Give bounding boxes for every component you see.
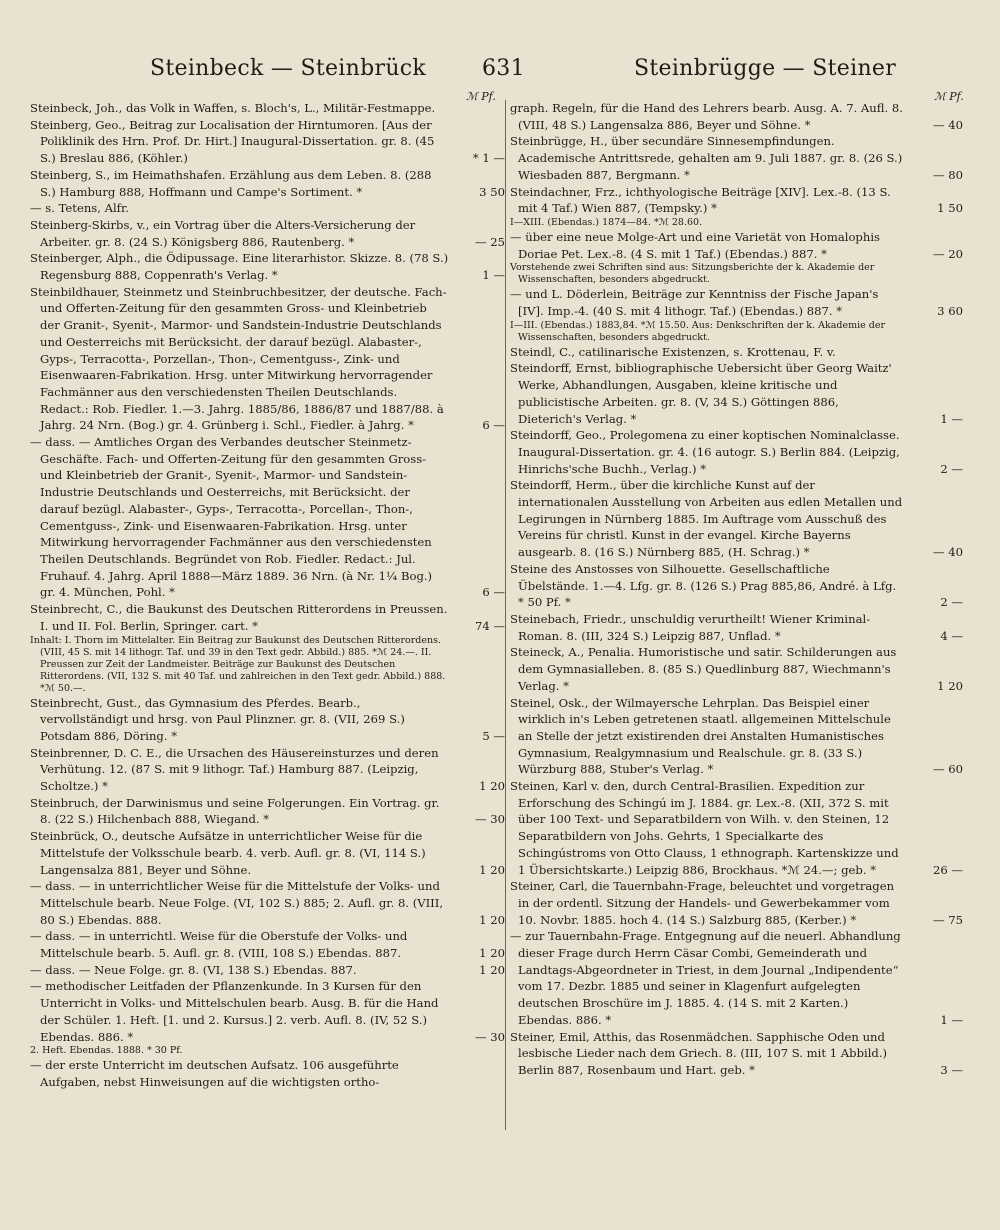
entry-price: 74 — <box>474 618 505 633</box>
entry-text: — und L. Döderlein, Beiträge zur Kenntniss der Fische Japan's [IV]. Imp.-4. (40 S. mit 4 lithogr. Taf.) (Ebendas.) 887. * <box>510 287 879 319</box>
entry-text: Steinen, Karl v. den, durch Central-Brasilien. Expedition zur Erforschung des Schingú im J. 1884. gr. Lex.-8. (XII, 372 S. mit über 100 Text- und Separatbildern von Wilh. v. den Steinen, 12 Separatbildern von Johs. Gehrts, 1 Specialkarte des Schingústroms von Otto Clauss, 1 ethnograph. Kartenskizze und 1 Übersichtskarte.) Leipzig 886, Brockhaus. *ℳ 24.—; geb. * <box>510 779 899 877</box>
entry-text: — s. Tetens, Alfr. <box>30 201 129 216</box>
catalogue-entry <box>510 360 965 427</box>
entry-text: Steinbrecht, Gust., das Gymnasium des Pferdes. Bearb., vervollständigt und hrsg. von Paul Plinzner. gr. 8. (VII, 269 S.) Potsdam 886, Döring. * <box>30 695 405 743</box>
catalogue-entry <box>30 284 507 434</box>
catalogue-entry <box>510 184 965 217</box>
entry-price: 26 — <box>932 862 963 877</box>
catalogue-entry <box>510 928 965 1028</box>
running-head-left: Steinbeck — Steinbrück <box>150 56 427 81</box>
catalogue-entry <box>30 878 507 928</box>
entry-text: I—III. (Ebendas.) 1883,84. *ℳ 15.50. Aus: Denkschriften der k. Akademie der Wissenschaften, besonders abgedruckt. <box>510 319 886 343</box>
note-entry <box>510 320 965 344</box>
catalogue-entry <box>510 344 965 361</box>
entry-text: — der erste Unterricht im deutschen Aufsatz. 106 ausgeführte Aufgaben, nebst Hinweisungen auf die wichtigsten ortho- <box>30 1058 399 1089</box>
page-number: 631 <box>482 56 525 81</box>
entry-price: — 60 <box>932 762 963 777</box>
catalogue-entry <box>30 962 507 979</box>
entry-text: Steindorff, Herm., über die kirchliche Kunst auf der internationalen Ausstellung von Arbeiten aus edlen Metallen und Legirungen in Nürnberg 1885. Im Auftrage vom Ausschuß des Vereins für christl. Kunst in der evangel. Kirche Bayerns ausgearb. 8. (16 S.) Nürnberg 885, (H. Schrag.) * <box>510 478 903 560</box>
catalogue-entry <box>30 745 507 795</box>
entry-text: Steiner, Carl, die Tauernbahn-Frage, beleuchtet und vorgetragen in der ordentl. Sitzung der Handels- und Gewerbekammer vom 10. Novbr. 1885. hoch 4. (14 S.) Salzburg 885, (Kerber.) * <box>510 879 895 927</box>
catalogue-entry <box>510 229 965 262</box>
catalogue-entry <box>510 427 965 477</box>
entry-text: Steinberg, Geo., Beitrag zur Localisation der Hirntumoren. [Aus der Poliklinik des Hrn. Prof. Dr. Hirt.] Inaugural-Dissertation. gr. 8. (45 S.) Breslau 886, (Köhler.) <box>30 117 435 166</box>
entry-text: Steindorff, Ernst, bibliographische Uebersicht über Georg Waitz' Werke, Abhandlungen, Ausgaben, kleine kritische und publicistische Arbeiten. gr. 8. (V, 34 S.) Göttingen 886, Dieterich's Verlag. * <box>510 361 892 426</box>
entry-text: — methodischer Leitfaden der Pflanzenkunde. In 3 Kursen für den Unterricht in Volks- und Mittelschulen bearb. Ausg. B. für die Hand der Schüler. 1. Heft. [1. und 2. Kursus.] 2. verb. Aufl. 8. (IV, 52 S.) Ebendas. 886. * <box>30 979 439 1044</box>
entry-text: — dass. — in unterrichtlicher Weise für die Mittelstufe der Volks- und Mittelschule bearb. Neue Folge. (VI, 102 S.) 885; 2. Aufl. gr. 8. (VIII, 80 S.) Ebendas. 888. <box>30 879 444 927</box>
catalogue-entry <box>30 928 507 961</box>
catalogue-entry <box>30 434 507 601</box>
entry-price: 1 20 <box>479 862 505 877</box>
catalogue-entry <box>30 117 507 167</box>
entry-text: Steinberg-Skirbs, v., ein Vortrag über die Alters-Versicherung der Arbeiter. gr. 8. (24 S.) Königsberg 886, Rautenberg. * <box>30 217 416 249</box>
entry-text: Steineck, A., Penalia. Humoristische und satir. Schilderungen aus dem Gymnasialleben. 8. (85 S.) Quedlinburg 887, Wiechmann's Verlag. * <box>510 645 897 693</box>
catalogue-entry <box>30 795 507 828</box>
entry-price: 3 — <box>940 1062 963 1077</box>
entry-text: Steinbruch, der Darwinismus und seine Folgerungen. Ein Vortrag. gr. 8. (22 S.) Hilchenbach 888, Wiegand. * <box>30 795 440 827</box>
catalogue-entry <box>30 695 507 745</box>
left-column <box>30 100 507 1091</box>
entry-price: 3 60 <box>937 304 963 319</box>
entry-price: 1 20 <box>937 678 963 693</box>
entry-price: — 20 <box>932 246 963 261</box>
entry-text: Steinbeck, Joh., das Volk in Waffen, s. Bloch's, L., Militär-Festmappe. <box>30 101 436 115</box>
entry-price: — 75 <box>932 912 963 927</box>
entry-text: Steinbrück, O., deutsche Aufsätze in unterrichtlicher Weise für die Mittelstufe der Volksschule bearb. 4. verb. Aufl. gr. 8. (VI, 114 S.) Langensalza 881, Beyer und Söhne. <box>30 829 426 877</box>
entry-text: Steinberg, S., im Heimathshafen. Erzählung aus dem Leben. 8. (288 S.) Hamburg 888, Hoffmann und Campe's Sortiment. * <box>30 167 432 199</box>
entry-text: Steinebach, Friedr., unschuldig verurtheilt! Wiener Kriminal-Roman. 8. (III, 324 S.) Leipzig 887, Unflad. * <box>510 611 871 643</box>
catalogue-entry <box>510 695 965 779</box>
note-entry <box>510 217 965 229</box>
catalogue-entry <box>510 286 965 319</box>
entry-text: Steinel, Osk., der Wilmayersche Lehrplan. Das Beispiel einer wirklich in's Leben getretenen staatl. allgemeinen Mittelschule an Stelle der jetzt existirenden drei Anstalten Humanistisches Gymnasium, Realgymnasium und Realschule. gr. 8. (33 S.) Würzburg 888, Stuber's Verlag. * <box>510 695 891 777</box>
catalogue-entry <box>30 1057 507 1090</box>
entry-text: Vorstehende zwei Schriften sind aus: Sitzungsberichte der k. Akademie der Wissenschaften, besonders abgedruckt. <box>510 262 875 286</box>
catalogue-entry <box>30 100 507 117</box>
entry-price: * 1 — <box>472 151 505 166</box>
catalogue-entry <box>30 250 507 283</box>
catalogue-entry <box>30 828 507 878</box>
catalogue-entry <box>510 100 965 133</box>
catalogue-entry <box>510 878 965 928</box>
currency-header-right: ℳ Pf. <box>934 90 964 103</box>
entry-price: — 40 <box>932 545 963 560</box>
right-column <box>510 100 965 1079</box>
entry-price: 1 20 <box>479 779 505 794</box>
entry-text: Steindl, C., catilinarische Existenzen, s. Krottenau, F. v. <box>510 344 836 359</box>
entry-price: 6 — <box>482 585 505 600</box>
entry-text: 2. Heft. Ebendas. 1888. * 30 Pf. <box>30 1045 183 1057</box>
entry-price: — 30 <box>474 812 505 827</box>
entry-price: 3 50 <box>479 184 505 199</box>
catalogue-entry <box>30 167 507 200</box>
entry-price: 1 — <box>940 411 963 426</box>
entry-text: I—XIII. (Ebendas.) 1874—84. *ℳ 28.60. <box>510 216 703 228</box>
entry-price: — 30 <box>474 1029 505 1044</box>
entry-text: Steindachner, Frz., ichthyologische Beiträge [XIV]. Lex.-8. (13 S. mit 4 Taf.) Wien 887, (Tempsky.) * <box>510 184 891 216</box>
catalogue-entry <box>510 611 965 644</box>
note-entry <box>510 262 965 286</box>
running-head-right: Steinbrügge — Steiner <box>634 56 897 81</box>
entry-text: — dass. — Amtliches Organ des Verbandes deutscher Steinmetz-Geschäfte. Fach- und Offerten-Zeitung für den gesammten Gross- und Kleinbetrieb der Granit-, Syenit-, Marmor- und Sandstein-Industrie Deutschlands und Oesterreichs, mit Berücksicht. der darauf bezügl. Alabaster-, Gyps-, Terracotta-, Porcellan-, Thon-, Cementguss-, Zink- und Eisenwaaren-Fabrikation. Hrsg. unter Mitwirkung hervorragender Fachmänner aus den verschiedensten Theilen Deutschlands. Begründet von Rob. Fiedler. Redact.: Jul. Fruhauf. 4. Jahrg. April 1888—März 1889. 36 Nrn. (à Nr. 1¼ Bog.) gr. 4. München, Pohl. * <box>30 435 433 600</box>
catalogue-entry <box>510 477 965 561</box>
entry-price: 4 — <box>940 628 963 643</box>
entry-text: Steinbrenner, D. C. E., die Ursachen des Häusereinsturzes und deren Verhütung. 12. (87 S. mit 9 lithogr. Taf.) Hamburg 887. (Leipzig, Scholtze.) * <box>30 745 439 794</box>
entry-price: 2 — <box>940 461 963 476</box>
entry-text: Steiner, Emil, Atthis, das Rosenmädchen. Sapphische Oden und lesbische Lieder nach dem Griech. 8. (III, 107 S. mit 1 Abbild.) Berlin 887, Rosenbaum und Hart. geb. * <box>510 1029 888 1077</box>
catalogue-entry <box>30 601 507 634</box>
catalogue-entry <box>510 561 965 611</box>
entry-price: 1 50 <box>937 201 963 216</box>
entry-price: — 40 <box>932 117 963 132</box>
catalogue-entry <box>510 644 965 694</box>
entry-text: — dass. — Neue Folge. gr. 8. (VI, 138 S.) Ebendas. 887. <box>30 962 357 977</box>
entry-text: Steine des Anstosses von Silhouette. Gesellschaftliche Übelstände. 1.—4. Lfg. gr. 8. (126 S.) Prag 885,86, André. à Lfg. * 50 Pf. * <box>510 561 897 610</box>
entry-price: 1 — <box>482 268 505 283</box>
catalogue-entry <box>30 217 507 250</box>
entry-text: Steinbrügge, H., über secundäre Sinnesempfindungen. Academische Antrittsrede, gehalten am 9. Juli 1887. gr. 8. (26 S.) Wiesbaden 887, Bergmann. * <box>510 134 903 182</box>
entry-price: 1 20 <box>479 962 505 977</box>
entry-text: Inhalt: I. Thorn im Mittelalter. Ein Beitrag zur Baukunst des Deutschen Ritterordens. (VIII, 45 S. mit 14 lithogr. Taf. und 39 in den Text gedr. Abbild.) 885. *ℳ 24.—. II. Preussen zur Zeit der Landmeister. Beiträge zur Baukunst des Deutschen Ritterordens. (VII, 132 S. mit 40 Taf. und zahlreichen in den Text gedr. Abbild.) 888. *ℳ 50.—. <box>30 634 446 694</box>
note-entry <box>30 1045 507 1057</box>
entry-price: 1 — <box>940 1012 963 1027</box>
entry-price: 1 20 <box>479 912 505 927</box>
catalogue-entry <box>510 778 965 878</box>
catalogue-entry <box>510 1029 965 1079</box>
entry-price: 5 — <box>482 728 505 743</box>
entry-text: — über eine neue Molge-Art und eine Varietät von Homalophis Doriae Pet. Lex.-8. (4 S. mit 1 Taf.) (Ebendas.) 887. * <box>510 229 880 261</box>
catalogue-entry <box>30 978 507 1045</box>
entry-text: graph. Regeln, für die Hand des Lehrers bearb. Ausg. A. 7. Aufl. 8. (VIII, 48 S.) Langensalza 886, Beyer und Söhne. * <box>510 101 903 132</box>
note-entry <box>30 635 507 695</box>
entry-text: Steinberger, Alph., die Ödipussage. Eine literarhistor. Skizze. 8. (78 S.) Regensburg 888, Coppenrath's Verlag. * <box>30 251 449 283</box>
entry-text: — zur Tauernbahn-Frage. Entgegnung auf die neuerl. Abhandlung dieser Frage durch Herrn Cäsar Combi, Gemeinderath und Landtags-Abgeordneter in Triest, in dem Journal „Indipendente“ vom 17. Dezbr. 1885 und seiner in Klagenfurt aufgelegten deutschen Broschüre im J. 1885. 4. (14 S. mit 2 Karten.) Ebendas. 886. * <box>510 929 901 1027</box>
catalogue-entry <box>510 133 965 183</box>
entry-price: 1 20 <box>479 946 505 961</box>
catalogue-entry <box>30 200 507 217</box>
entry-text: — dass. — in unterrichtl. Weise für die Oberstufe der Volks- und Mittelschule bearb. 5. Aufl. gr. 8. (VIII, 108 S.) Ebendas. 887. <box>30 929 408 961</box>
entry-price: 6 — <box>482 418 505 433</box>
entry-text: Steinbrecht, C., die Baukunst des Deutschen Ritterordens in Preussen. I. und II. Fol. Berlin, Springer. cart. * <box>30 602 448 633</box>
entry-price: 2 — <box>940 595 963 610</box>
entry-price: — 25 <box>474 234 505 249</box>
entry-text: Steinbildhauer, Steinmetz und Steinbruchbesitzer, der deutsche. Fach- und Offerten-Zeitung für den gesammten Gross- und Kleinbetrieb der Granit-, Syenit-, Marmor- und Sandstein-Industrie Deutschlands und Oesterreichs mit Berücksicht. der darauf bezügl. Alabaster-, Gyps-, Terracotta-, Porzellan-, Thon-, Cementguss-, Zink- und Eisenwaaren-Fabrikation. Hrsg. unter Mitwirkung hervorragender Fachmänner aus den verschiedensten Theilen Deutschlands. Redact.: Rob. Fiedler. 1.—3. Jahrg. 1885/86, 1886/87 und 1887/88. à Jahrg. 24 Nrn. (Bog.) gr. 4. Grünberg i. Schl., Fiedler. à Jahrg. * <box>30 284 447 433</box>
entry-text: Steindorff, Geo., Prolegomena zu einer koptischen Nominalclasse. Inaugural-Dissertation. gr. 4. (16 autogr. S.) Berlin 884. (Leipzig, Hinrichs'sche Buchh., Verlag.) * <box>510 428 900 476</box>
entry-price: — 80 <box>932 167 963 182</box>
currency-header-left: ℳ Pf. <box>466 90 496 103</box>
